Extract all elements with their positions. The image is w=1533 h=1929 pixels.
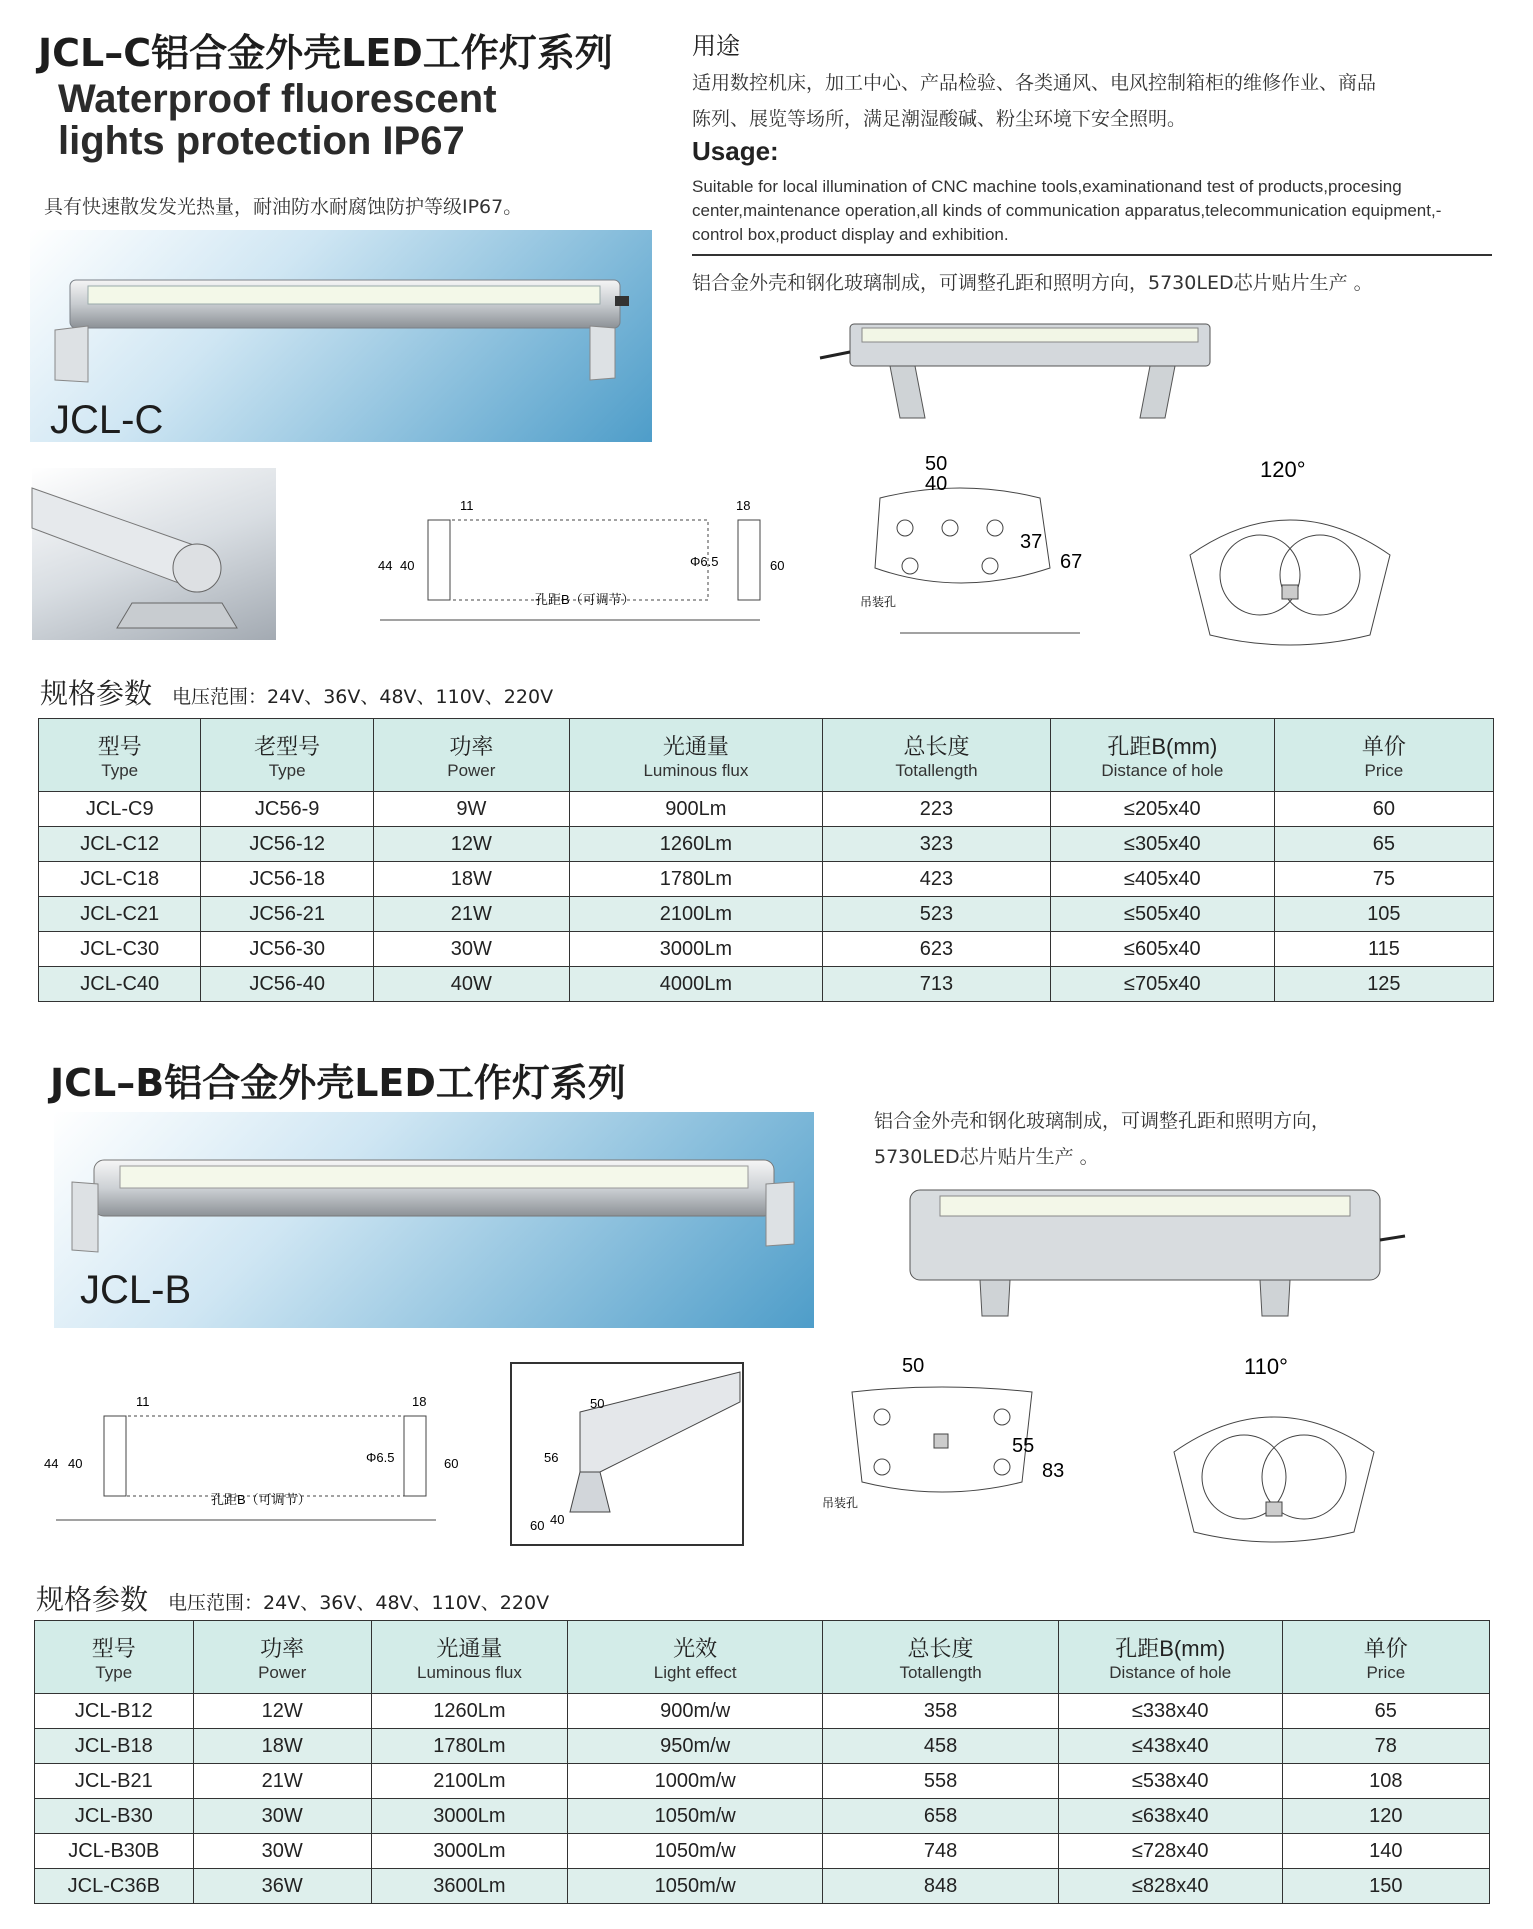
table-cell: 623 <box>822 932 1050 967</box>
table-cell: 3600Lm <box>371 1869 567 1904</box>
profile-56: 56 <box>544 1450 559 1465</box>
table-cell: 223 <box>822 792 1050 827</box>
spec-table-b <box>34 1620 1490 1904</box>
dim-60: 60 <box>770 558 785 573</box>
header-en: Totallength <box>899 1662 982 1682</box>
header-en: Totallength <box>895 760 978 780</box>
header-3 <box>569 719 822 792</box>
table-cell: 423 <box>822 862 1050 897</box>
header-cn: 功率 <box>260 1635 305 1661</box>
usage-en-text <box>692 175 1441 247</box>
dim-11: 11 <box>460 498 474 513</box>
header-en: Luminous flux <box>643 760 749 780</box>
usage-en-line1: Suitable for local illumination of CNC machine tools,examinationand test of products,procesing <box>692 177 1402 196</box>
table-row <box>35 1729 1490 1764</box>
header-en: Type <box>101 760 139 780</box>
header-3 <box>568 1621 823 1694</box>
header-2 <box>373 719 569 792</box>
header-5 <box>1050 719 1274 792</box>
table-cell: 2100Lm <box>371 1764 567 1799</box>
table-cell: 658 <box>823 1799 1059 1834</box>
header-4 <box>823 1621 1059 1694</box>
table-cell: JCL-C18 <box>39 862 201 897</box>
header-en: Light effect <box>653 1662 737 1682</box>
section-c-material: 铝合金外壳和钢化玻璃制成，可调整孔距和照明方向，5730LED芯片贴片生产 。 <box>692 272 1373 294</box>
table-cell: JC56-40 <box>201 967 373 1002</box>
dim-b-11: 11 <box>136 1394 150 1409</box>
jcl-c-dimension-drawing <box>360 490 785 640</box>
table-cell: ≤505x40 <box>1050 897 1274 932</box>
table-cell: 558 <box>823 1764 1059 1799</box>
table-cell: JCL-C30 <box>39 932 201 967</box>
profile-50: 50 <box>590 1396 605 1411</box>
table-cell: ≤828x40 <box>1058 1869 1282 1904</box>
table-cell: 18W <box>193 1729 371 1764</box>
table-cell: JCL-C40 <box>39 967 201 1002</box>
table-cell: JC56-30 <box>201 932 373 967</box>
dim-b-40: 40 <box>68 1456 83 1471</box>
table-cell: 1780Lm <box>569 862 822 897</box>
spec-title-c <box>40 672 553 712</box>
table-cell: JC56-9 <box>201 792 373 827</box>
header-cn: 老型号 <box>254 733 321 759</box>
spec-title-b <box>36 1578 549 1618</box>
dim-44: 44 <box>378 558 393 573</box>
hole-label-b: 孔距B（可调节） <box>211 1492 311 1507</box>
table-row <box>35 1869 1490 1904</box>
header-cn: 光通量 <box>662 733 729 759</box>
header-2 <box>371 1621 567 1694</box>
en-title-line1: Waterproof fluorescent <box>58 77 497 121</box>
table-cell: 1260Lm <box>371 1694 567 1729</box>
table-cell: ≤405x40 <box>1050 862 1274 897</box>
table-cell: 65 <box>1274 827 1493 862</box>
table-cell: JCL-B18 <box>35 1729 194 1764</box>
profile-60: 60 <box>530 1518 545 1533</box>
header-en: Price <box>1364 760 1404 780</box>
table-cell: 12W <box>373 827 569 862</box>
table-cell: ≤605x40 <box>1050 932 1274 967</box>
table-cell: 1050m/w <box>568 1869 823 1904</box>
table-cell: ≤305x40 <box>1050 827 1274 862</box>
table-cell: JC56-18 <box>201 862 373 897</box>
dim-b-phi: Φ6.5 <box>366 1450 395 1465</box>
table-row <box>35 1694 1490 1729</box>
photo-label-jcl-b: JCL-B <box>80 1268 192 1312</box>
table-cell: 2100Lm <box>569 897 822 932</box>
header-0 <box>39 719 201 792</box>
table-cell: JCL-C21 <box>39 897 201 932</box>
end-b-h55: 55 <box>1012 1435 1035 1457</box>
table-cell: 9W <box>373 792 569 827</box>
table-cell: 21W <box>193 1764 371 1799</box>
jcl-b-dimension-drawing <box>36 1380 476 1540</box>
table-row <box>39 792 1494 827</box>
table-cell: 3000Lm <box>371 1834 567 1869</box>
table-cell: JC56-12 <box>201 827 373 862</box>
voltage-range: 电压范围：24V、36V、48V、110V、220V <box>172 686 554 708</box>
dim-b-60: 60 <box>444 1456 459 1471</box>
table-cell: JC56-21 <box>201 897 373 932</box>
table-cell: 1260Lm <box>569 827 822 862</box>
table-cell: 458 <box>823 1729 1059 1764</box>
table-cell: 30W <box>193 1799 371 1834</box>
usage-en-line3: control box,product display and exhibition. <box>692 225 1009 244</box>
header-cn: 单价 <box>1361 733 1406 759</box>
table-cell: ≤438x40 <box>1058 1729 1282 1764</box>
table-cell: ≤728x40 <box>1058 1834 1282 1869</box>
table-cell: 18W <box>373 862 569 897</box>
usage-divider <box>692 254 1492 256</box>
table-cell: ≤638x40 <box>1058 1799 1282 1834</box>
section-c-feature: 具有快速散发发光热量，耐油防水耐腐蚀防护等级IP67。 <box>44 196 523 218</box>
table-cell: JCL-B30 <box>35 1799 194 1834</box>
table-row <box>35 1764 1490 1799</box>
header-cn: 光通量 <box>436 1635 503 1661</box>
table-cell: 30W <box>373 932 569 967</box>
table-cell: JCL-C12 <box>39 827 201 862</box>
spec-heading-b: 规格参数 <box>36 1583 149 1616</box>
table-cell: 3000Lm <box>569 932 822 967</box>
table-cell: 30W <box>193 1834 371 1869</box>
table-cell: JCL-B30B <box>35 1834 194 1869</box>
table-row <box>35 1834 1490 1869</box>
product-photo-jcl-c <box>30 230 652 442</box>
table-cell: 105 <box>1274 897 1493 932</box>
header-cn: 型号 <box>97 733 142 759</box>
table-cell: 21W <box>373 897 569 932</box>
jcl-c-angle-view <box>1170 455 1410 655</box>
photo-label-jcl-c: JCL-C <box>50 398 164 442</box>
profile-40: 40 <box>550 1512 565 1527</box>
table-cell: 78 <box>1282 1729 1489 1764</box>
table-row <box>39 827 1494 862</box>
table-cell: 108 <box>1282 1764 1489 1799</box>
table-cell: ≤205x40 <box>1050 792 1274 827</box>
section-c-en-title <box>58 78 497 162</box>
end-w50: 50 <box>925 453 948 475</box>
jcl-c-side-view <box>820 310 1260 430</box>
header-cn: 光效 <box>673 1635 718 1661</box>
table-cell: 1050m/w <box>568 1834 823 1869</box>
usage-en-heading: Usage: <box>692 136 779 166</box>
table-cell: JCL-C9 <box>39 792 201 827</box>
usage-cn-line1: 适用数控机床，加工中心、产品检验、各类通风、电风控制箱柜的维修作业、商品 <box>692 72 1377 94</box>
table-cell: 65 <box>1282 1694 1489 1729</box>
table-cell: JCL-C36B <box>35 1869 194 1904</box>
table-cell: JCL-B21 <box>35 1764 194 1799</box>
spec-heading: 规格参数 <box>40 677 153 710</box>
table-cell: 12W <box>193 1694 371 1729</box>
section-b-material-line1: 铝合金外壳和钢化玻璃制成，可调整孔距和照明方向， <box>874 1110 1331 1132</box>
header-6 <box>1282 1621 1489 1694</box>
product-photo-jcl-b <box>54 1112 814 1328</box>
voltage-range-b: 电压范围：24V、36V、48V、110V、220V <box>168 1592 550 1614</box>
end-mount-hole: 吊装孔 <box>860 595 897 609</box>
usage-cn-line2: 陈列、展览等场所，满足潮湿酸碱、粉尘环境下安全照明。 <box>692 108 1187 130</box>
usage-cn-heading: 用途 <box>692 32 740 60</box>
header-1 <box>201 719 373 792</box>
table-cell: 748 <box>823 1834 1059 1869</box>
table-row <box>39 932 1494 967</box>
table-cell: 358 <box>823 1694 1059 1729</box>
table-cell: 950m/w <box>568 1729 823 1764</box>
end-b-mount-hole: 吊装孔 <box>822 1496 859 1510</box>
spec-table-c <box>38 718 1494 1002</box>
section-b-material-line2: 5730LED芯片贴片生产 。 <box>874 1146 1099 1168</box>
dim-b-44: 44 <box>44 1456 59 1471</box>
jcl-b-end-view <box>822 1352 1072 1552</box>
table-cell: 900m/w <box>568 1694 823 1729</box>
header-en: Power <box>447 760 496 780</box>
table-row <box>39 967 1494 1002</box>
section-c-title: JCL–C铝合金外壳LED工作灯系列 <box>38 31 613 75</box>
angle-label: 120° <box>1260 457 1306 482</box>
header-6 <box>1274 719 1493 792</box>
jcl-b-side-view <box>900 1180 1420 1330</box>
header-cn: 孔距B(mm) <box>1107 733 1218 759</box>
header-4 <box>822 719 1050 792</box>
section-b-title: JCL–B铝合金外壳LED工作灯系列 <box>50 1061 626 1105</box>
table-cell: 150 <box>1282 1869 1489 1904</box>
hole-label: 孔距B（可调节） <box>535 592 635 607</box>
table-cell: 900Lm <box>569 792 822 827</box>
table-cell: 848 <box>823 1869 1059 1904</box>
table-cell: 125 <box>1274 967 1493 1002</box>
table-cell: 1050m/w <box>568 1799 823 1834</box>
header-en: Distance of hole <box>1101 760 1224 780</box>
table-cell: 523 <box>822 897 1050 932</box>
dim-40: 40 <box>400 558 415 573</box>
header-5 <box>1058 1621 1282 1694</box>
header-cn: 单价 <box>1363 1635 1408 1661</box>
header-en: Luminous flux <box>416 1662 522 1682</box>
header-en: Price <box>1366 1662 1406 1682</box>
end-w40: 40 <box>925 473 948 495</box>
end-h37: 37 <box>1020 531 1043 553</box>
table-cell: ≤538x40 <box>1058 1764 1282 1799</box>
end-b-w50: 50 <box>902 1355 925 1377</box>
table-row <box>39 862 1494 897</box>
table-cell: 3000Lm <box>371 1799 567 1834</box>
table-cell: 36W <box>193 1869 371 1904</box>
dim-18: 18 <box>736 498 751 513</box>
table-cell: 120 <box>1282 1799 1489 1834</box>
end-b-h83: 83 <box>1042 1460 1065 1482</box>
header-cn: 型号 <box>91 1635 136 1661</box>
table-cell: 115 <box>1274 932 1493 967</box>
dim-b-18: 18 <box>412 1394 427 1409</box>
en-title-line2: lights protection IP67 <box>58 119 465 163</box>
closeup-illustration <box>32 468 276 640</box>
header-1 <box>193 1621 371 1694</box>
dim-phi: Φ6.5 <box>690 554 719 569</box>
header-cn: 总长度 <box>907 1635 974 1661</box>
header-en: Type <box>95 1662 133 1682</box>
header-cn: 总长度 <box>903 733 970 759</box>
header-en: Distance of hole <box>1109 1662 1232 1682</box>
end-h67: 67 <box>1060 551 1083 573</box>
table-cell: 1780Lm <box>371 1729 567 1764</box>
table-row <box>39 897 1494 932</box>
jcl-b-profile-view <box>510 1362 744 1546</box>
table-cell: 713 <box>822 967 1050 1002</box>
table-row <box>35 1799 1490 1834</box>
header-cn: 功率 <box>449 733 494 759</box>
jcl-b-angle-view <box>1154 1352 1394 1552</box>
table-cell: ≤338x40 <box>1058 1694 1282 1729</box>
table-cell: ≤705x40 <box>1050 967 1274 1002</box>
header-en: Type <box>268 760 306 780</box>
angle-label-b: 110° <box>1244 1354 1288 1379</box>
header-en: Power <box>258 1662 307 1682</box>
table-cell: 40W <box>373 967 569 1002</box>
table-cell: 75 <box>1274 862 1493 897</box>
table-cell: 323 <box>822 827 1050 862</box>
jcl-c-end-view <box>840 448 1090 648</box>
header-cn: 孔距B(mm) <box>1115 1635 1226 1661</box>
usage-en-line2: center,maintenance operation,all kinds of communication apparatus,telecommunication equipment,- <box>692 201 1442 220</box>
table-cell: 1000m/w <box>568 1764 823 1799</box>
product-closeup-jcl-c <box>32 468 276 640</box>
header-0 <box>35 1621 194 1694</box>
table-cell: 140 <box>1282 1834 1489 1869</box>
table-cell: 4000Lm <box>569 967 822 1002</box>
table-cell: 60 <box>1274 792 1493 827</box>
table-cell: JCL-B12 <box>35 1694 194 1729</box>
